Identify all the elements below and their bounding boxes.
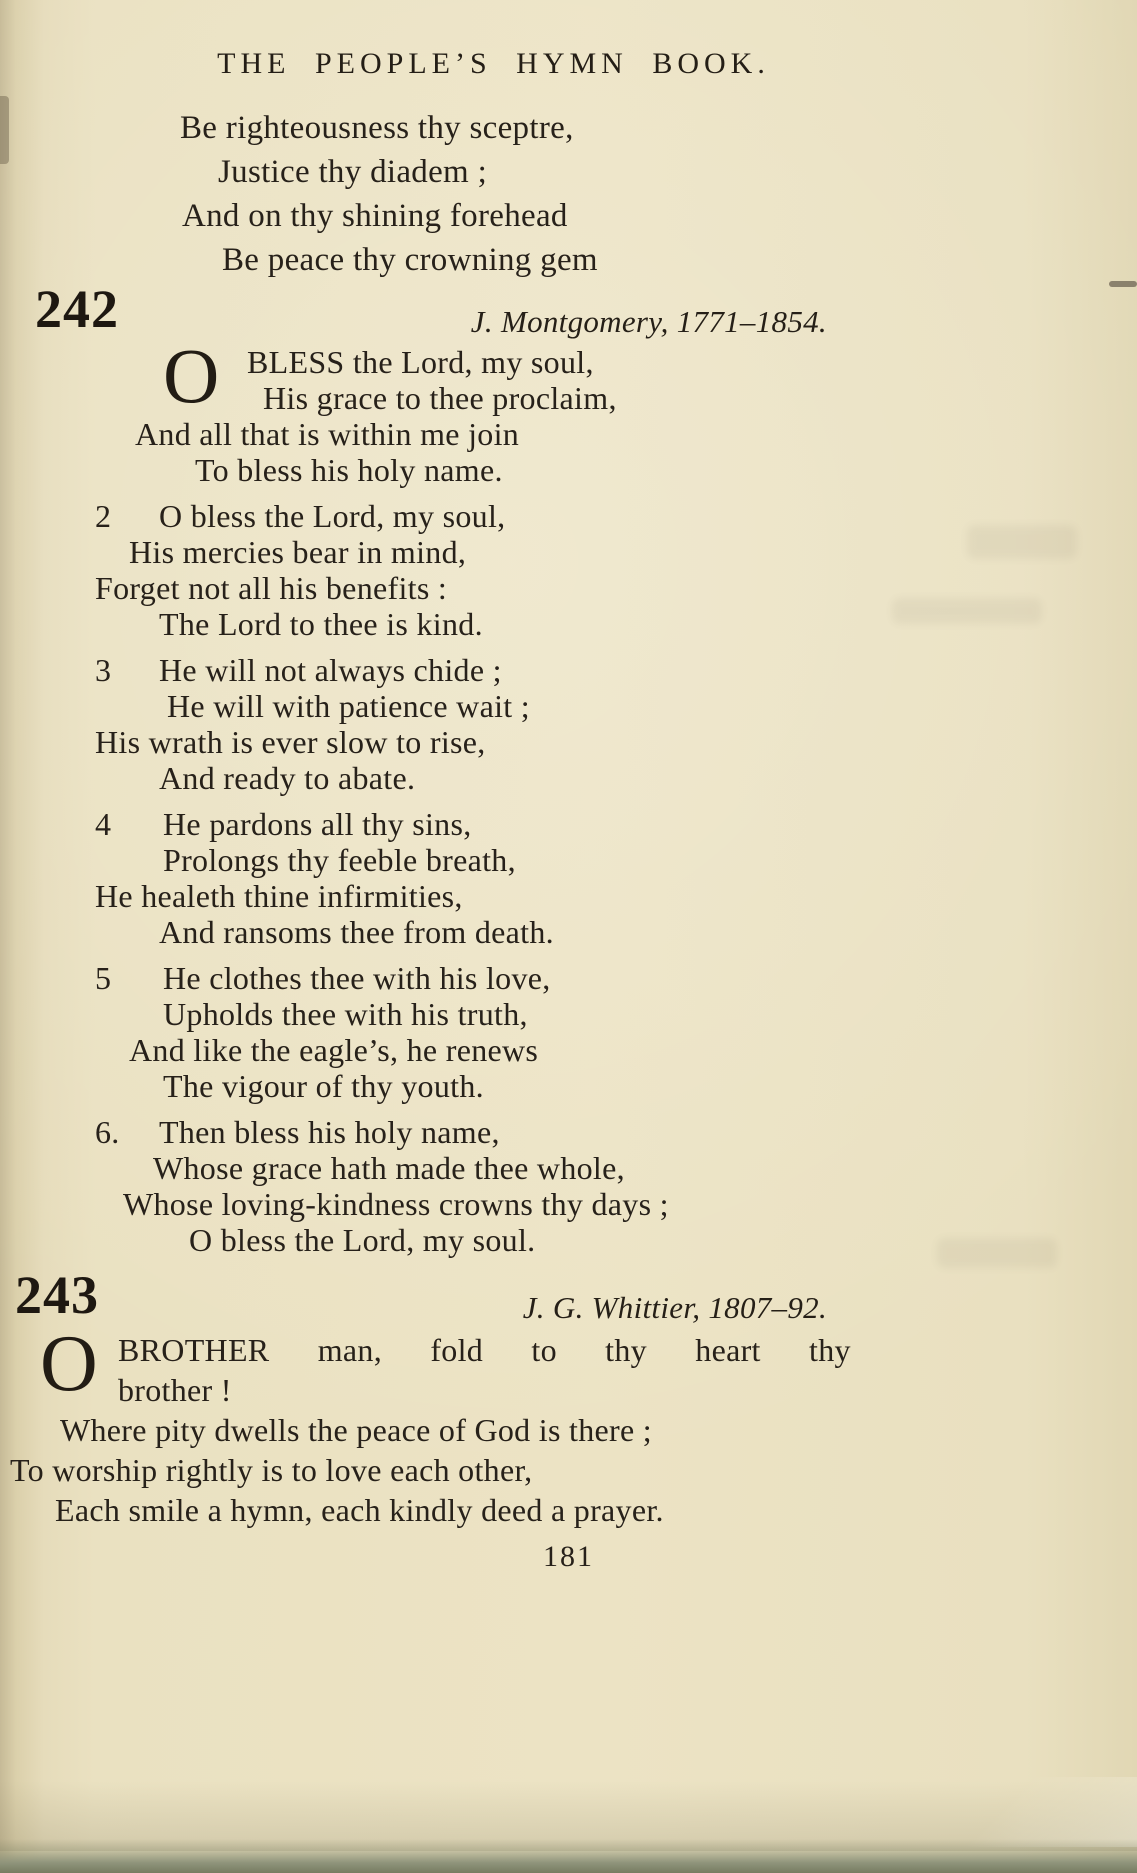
verse-line: The Lord to thee is kind.	[159, 606, 483, 642]
verse-number: 6.	[95, 1114, 120, 1150]
scan-artifact-dash	[1109, 281, 1137, 287]
hymn-243	[0, 1265, 1137, 1530]
verse	[95, 960, 1137, 1104]
verse	[95, 1114, 1137, 1258]
continuation-stanza	[180, 106, 1137, 282]
verse	[95, 332, 1137, 488]
hymn-242	[0, 279, 1137, 1258]
verse-line: He healeth thine infirmities,	[95, 878, 463, 914]
verse-line: Upholds thee with his truth,	[163, 996, 528, 1032]
verse-line: brother !	[118, 1372, 232, 1408]
verse-number: 5	[95, 960, 112, 996]
hymn-header	[0, 1265, 1137, 1328]
hymn-number: 242	[35, 279, 119, 339]
verse	[95, 806, 1137, 950]
verse-line: O bless the Lord, my soul,	[159, 498, 506, 534]
verse-line: He will with patience wait ;	[167, 688, 530, 724]
verse-number: 4	[95, 806, 112, 842]
stanza-line: Be righteousness thy sceptre,	[180, 110, 574, 146]
verse-line: O bless the Lord, my soul.	[189, 1222, 536, 1258]
verse-line: Then bless his holy name,	[159, 1114, 500, 1150]
verse-line: Each smile a hymn, each kindly deed a prayer.	[55, 1492, 664, 1528]
hymn-attribution: J. Montgomery, 1771–1854.	[470, 304, 827, 339]
page-number: 181	[543, 1540, 594, 1573]
hymn-number: 243	[15, 1265, 99, 1325]
scan-artifact-notch	[0, 96, 9, 164]
verses	[95, 332, 1137, 1258]
verse-line: His mercies bear in mind,	[129, 534, 467, 570]
verse-line: He will not always chide ;	[159, 652, 502, 688]
verse-line: He pardons all thy sins,	[163, 806, 472, 842]
hymn-attribution: J. G. Whittier, 1807–92.	[522, 1290, 827, 1325]
verse-line: BROTHER man, fold to thy heart thy	[118, 1332, 851, 1368]
verse-line: His wrath is ever slow to rise,	[95, 724, 486, 760]
stanza-line: Be peace thy crowning gem	[222, 242, 598, 278]
verse-line: And all that is within me join	[135, 416, 520, 452]
scan-bottom-edge	[0, 1839, 1137, 1873]
verse-number: 3	[95, 652, 112, 688]
verse-number: 2	[95, 498, 112, 534]
verse-line: And ready to abate.	[159, 760, 416, 796]
dropcap-letter: O	[163, 332, 220, 419]
stanza-line: And on thy shining forehead	[182, 198, 568, 234]
verse	[10, 1320, 1137, 1530]
verse-line: Forget not all his benefits :	[95, 570, 448, 606]
verse-line: Prolongs thy feeble breath,	[163, 842, 516, 878]
dropcap-letter: O	[40, 1320, 99, 1408]
book-title: THE PEOPLE’S HYMN BOOK.	[217, 47, 770, 80]
verse-line: BLESS the Lord, my soul,	[247, 344, 594, 380]
verse-line: He clothes thee with his love,	[163, 960, 551, 996]
verse	[95, 498, 1137, 642]
stanza-line: Justice thy diadem ;	[218, 154, 488, 190]
verse-line: Whose loving-kindness crowns thy days ;	[123, 1186, 669, 1222]
verse-line: To worship rightly is to love each other,	[10, 1452, 533, 1488]
verse	[95, 652, 1137, 796]
page-corner-highlight	[917, 1777, 1137, 1847]
hymns	[0, 279, 1137, 1530]
verse-line: And ransoms thee from death.	[159, 914, 554, 950]
verse-line: Where pity dwells the peace of God is there ;	[60, 1412, 652, 1448]
verse-line: And like the eagle’s, he renews	[129, 1032, 539, 1068]
verse-line: The vigour of thy youth.	[163, 1068, 484, 1104]
verse-line: Whose grace hath made thee whole,	[153, 1150, 625, 1186]
verses	[10, 1320, 1137, 1530]
verse-line: His grace to thee proclaim,	[263, 380, 617, 416]
verse-line: To bless his holy name.	[195, 452, 503, 488]
